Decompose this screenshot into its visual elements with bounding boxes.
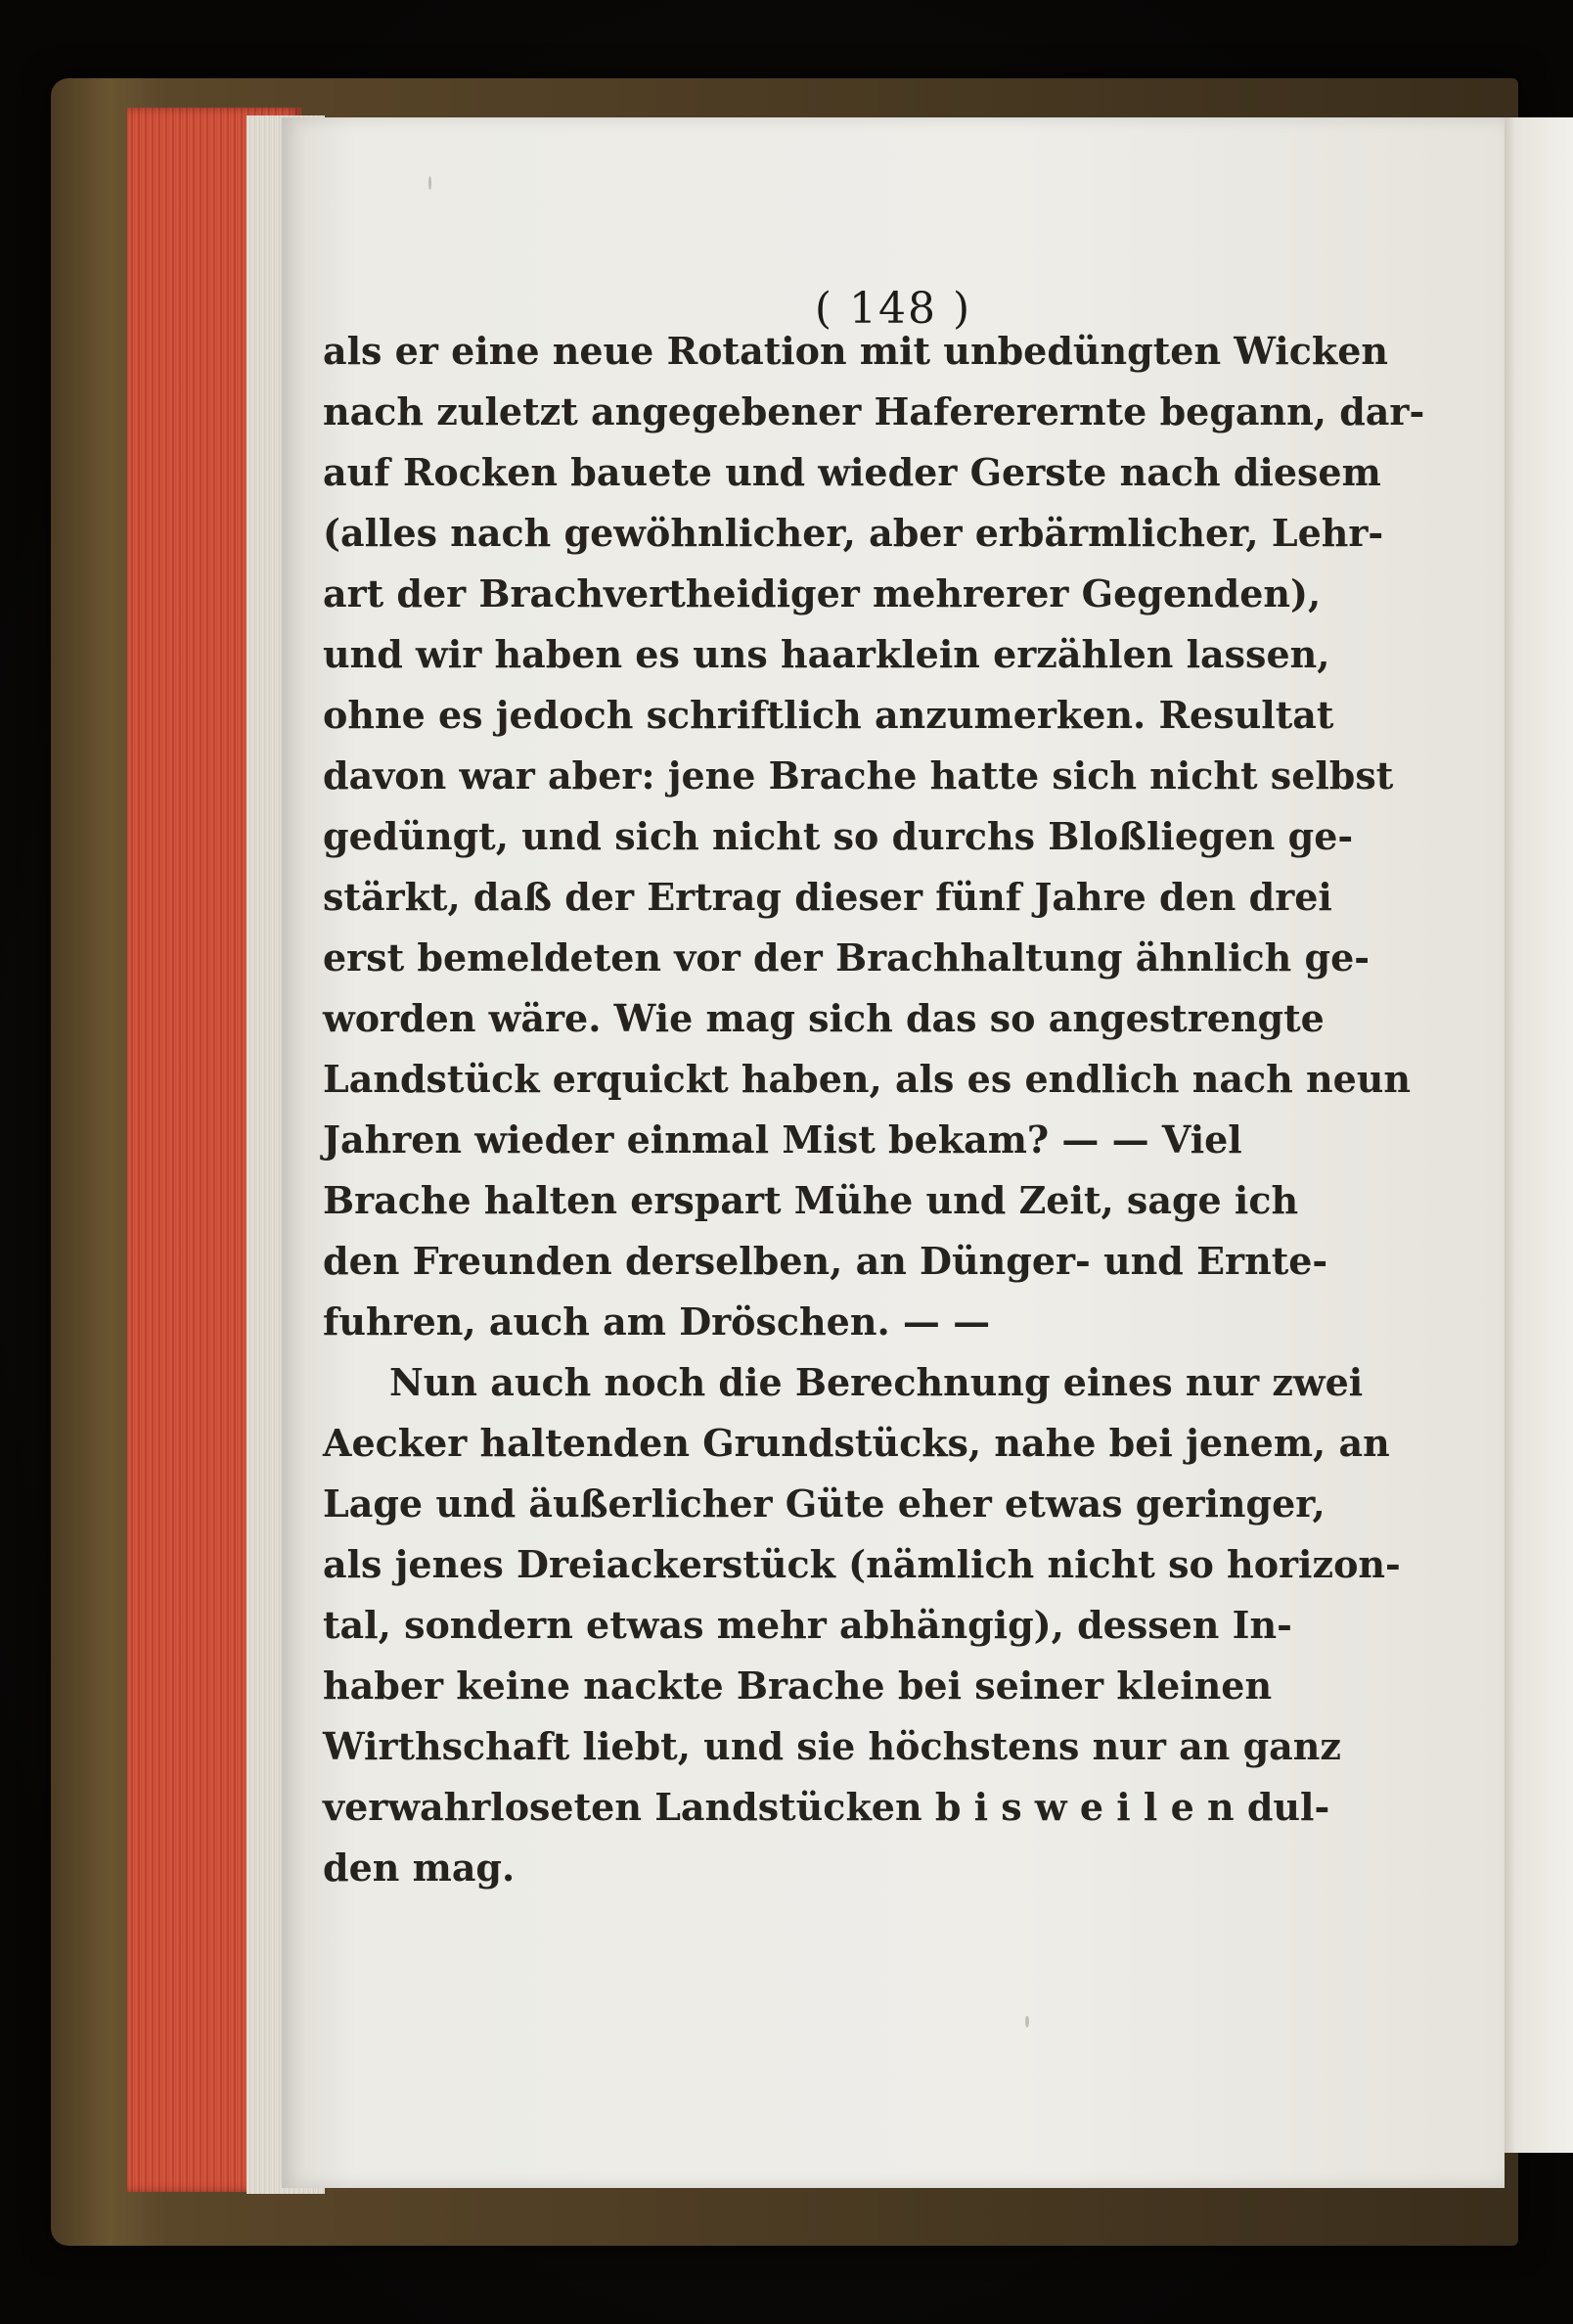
text-line: erst bemeldeten vor der Brachhaltung ähnlich ge-	[323, 935, 1371, 980]
text-line: Aecker haltenden Grundstücks, nahe bei jenem, an	[323, 1421, 1390, 1465]
text-line: und wir haben es uns haarklein erzählen lassen,	[323, 632, 1330, 676]
text-line: den Freunden derselben, an Dünger- und Ernte-	[323, 1239, 1328, 1283]
text-line: Jahren wieder einmal Mist bekam? — — Viel	[323, 1117, 1242, 1162]
text-line: auf Rocken bauete und wieder Gerste nach diesem	[323, 450, 1381, 494]
text-line: als er eine neue Rotation mit unbedüngten Wicken	[323, 329, 1389, 373]
text-line: (alles nach gewöhnlicher, aber erbärmlicher, Lehr-	[323, 511, 1384, 555]
text-line: davon war aber: jene Brache hatte sich nicht selbst	[323, 753, 1394, 797]
text-line: Nun auch noch die Berechnung eines nur zwei	[389, 1360, 1364, 1404]
text-line: Wirthschaft liebt, und sie höchstens nur an ganz	[323, 1724, 1341, 1768]
paper-speck	[428, 176, 431, 190]
text-line: nach zuletzt angegebener Hafererernte begann, dar-	[323, 389, 1425, 433]
text-line: Lage und äußerlicher Güte eher etwas geringer,	[323, 1481, 1326, 1526]
text-line: Brache halten erspart Mühe und Zeit, sage ich	[323, 1178, 1299, 1222]
open-book	[51, 78, 1573, 2246]
facing-page	[1497, 117, 1573, 2153]
paper-speck	[1025, 2016, 1029, 2028]
text-line: Landstück erquickt haben, als es endlich nach neun	[323, 1057, 1412, 1101]
text-line: als jenes Dreiackerstück (nämlich nicht so horizon-	[323, 1542, 1401, 1586]
text-line: gedüngt, und sich nicht so durchs Bloßliegen ge-	[323, 814, 1354, 858]
text-line: verwahrloseten Landstücken b i s w e i l e n dul-	[323, 1785, 1330, 1829]
text-line: worden wäre. Wie mag sich das so angestrengte	[323, 996, 1325, 1040]
text-line: den mag.	[323, 1846, 516, 1890]
text-line: art der Brachvertheidiger mehrerer Gegenden),	[323, 571, 1322, 615]
text-line: tal, sondern etwas mehr abhängig), dessen In-	[323, 1603, 1292, 1647]
page-number: ( 148 )	[814, 284, 972, 334]
text-line: ohne es jedoch schriftlich anzumerken. Resultat	[323, 693, 1334, 737]
body-text	[323, 321, 1425, 1898]
text-line: fuhren, auch am Dröschen. — —	[323, 1299, 991, 1344]
text-line: haber keine nackte Brache bei seiner kleinen	[323, 1663, 1273, 1708]
text-line: stärkt, daß der Ertrag dieser fünf Jahre den drei	[323, 875, 1332, 919]
